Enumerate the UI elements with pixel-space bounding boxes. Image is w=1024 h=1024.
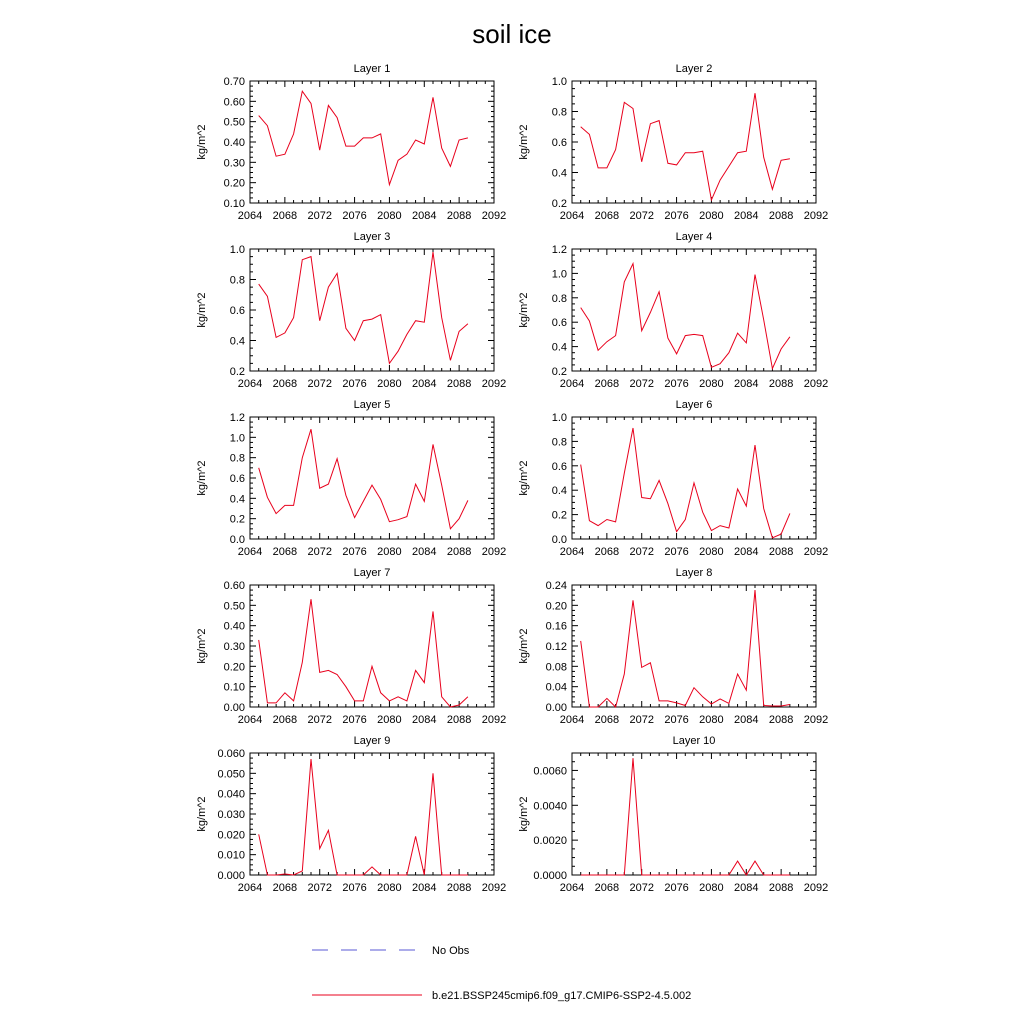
x-tick-label: 2088 xyxy=(446,546,472,558)
x-tick-label: 2076 xyxy=(342,210,367,222)
x-tick-label: 2088 xyxy=(768,882,794,894)
y-axis-label: kg/m^2 xyxy=(196,628,208,664)
x-tick-label: 2092 xyxy=(803,378,829,390)
x-tick-label: 2080 xyxy=(699,378,724,390)
x-tick-label: 2076 xyxy=(342,378,367,390)
x-tick-label: 2072 xyxy=(307,210,332,222)
y-tick-label: 0.8 xyxy=(229,452,245,465)
series-line xyxy=(259,252,468,363)
y-tick-label: 0.60 xyxy=(223,580,245,592)
x-tick-label: 2084 xyxy=(734,714,759,726)
y-axis-label: kg/m^2 xyxy=(196,124,208,160)
plot-frame xyxy=(250,81,494,203)
y-tick-label: 0.0 xyxy=(551,534,567,546)
plot-frame xyxy=(572,417,816,539)
x-tick-label: 2084 xyxy=(734,210,759,222)
x-tick-label: 2084 xyxy=(412,210,437,222)
x-tick-label: 2064 xyxy=(237,714,263,726)
y-tick-label: 0.8 xyxy=(551,436,567,449)
y-tick-label: 1.0 xyxy=(551,76,567,88)
x-tick-label: 2092 xyxy=(803,714,829,726)
x-tick-label: 2068 xyxy=(272,546,298,558)
series-line xyxy=(259,599,468,707)
x-tick-label: 2080 xyxy=(699,882,724,894)
y-tick-label: 0.10 xyxy=(223,681,245,694)
series-line xyxy=(259,759,468,875)
panel-title: Layer 8 xyxy=(675,567,713,579)
y-tick-label: 0.60 xyxy=(223,96,245,109)
x-tick-label: 2080 xyxy=(699,546,724,558)
x-tick-label: 2080 xyxy=(377,378,402,390)
chart-panel-layer-9 xyxy=(196,735,506,894)
x-tick-label: 2092 xyxy=(803,546,829,558)
y-tick-label: 0.040 xyxy=(217,788,245,801)
x-tick-label: 2068 xyxy=(594,210,620,222)
x-tick-label: 2080 xyxy=(377,210,402,222)
x-tick-label: 2072 xyxy=(629,882,654,894)
legend-model-label: b.e21.BSSP245cmip6.f09_g17.CMIP6-SSP2-4.5.002 xyxy=(432,990,692,1002)
y-tick-label: 0.50 xyxy=(223,116,245,129)
plot-frame xyxy=(572,81,816,203)
plot-frame xyxy=(250,249,494,371)
y-tick-label: 0.20 xyxy=(545,600,567,613)
x-tick-label: 2072 xyxy=(629,378,654,390)
plot-frame xyxy=(250,585,494,707)
y-axis-label: kg/m^2 xyxy=(196,292,208,328)
x-tick-label: 2092 xyxy=(481,378,507,390)
x-tick-label: 2064 xyxy=(559,882,585,894)
x-tick-label: 2064 xyxy=(237,546,263,558)
y-tick-label: 0.12 xyxy=(545,641,567,653)
x-tick-label: 2080 xyxy=(699,210,724,222)
panel-title: Layer 5 xyxy=(353,399,391,411)
y-tick-label: 0.0 xyxy=(229,534,245,546)
x-tick-label: 2064 xyxy=(559,378,585,390)
x-tick-label: 2088 xyxy=(768,714,794,726)
y-tick-label: 0.2 xyxy=(229,366,245,378)
x-tick-label: 2088 xyxy=(446,210,472,222)
x-tick-label: 2064 xyxy=(237,882,263,894)
x-tick-label: 2072 xyxy=(629,546,654,558)
y-tick-label: 0.8 xyxy=(551,106,567,119)
y-axis-label: kg/m^2 xyxy=(518,628,530,664)
plot-frame xyxy=(250,753,494,875)
x-tick-label: 2064 xyxy=(559,210,585,222)
y-tick-label: 0.10 xyxy=(223,198,245,210)
x-tick-label: 2072 xyxy=(629,714,654,726)
y-tick-label: 0.2 xyxy=(551,509,567,522)
series-line xyxy=(581,590,790,707)
y-tick-label: 0.40 xyxy=(223,137,245,149)
x-tick-label: 2092 xyxy=(481,882,507,894)
y-tick-label: 0.6 xyxy=(551,137,567,149)
x-tick-label: 2084 xyxy=(734,378,759,390)
x-tick-label: 2084 xyxy=(734,546,759,558)
y-tick-label: 0.00 xyxy=(223,702,245,714)
chart-panel-layer-4 xyxy=(518,231,828,390)
x-tick-label: 2088 xyxy=(446,378,472,390)
y-tick-label: 0.2 xyxy=(551,366,567,378)
chart-panel-layer-1 xyxy=(196,63,506,222)
x-tick-label: 2088 xyxy=(446,714,472,726)
series-line xyxy=(581,428,790,538)
chart-panel-layer-3 xyxy=(196,231,506,390)
y-tick-label: 1.2 xyxy=(551,244,567,256)
y-tick-label: 0.6 xyxy=(229,305,245,317)
x-tick-label: 2076 xyxy=(342,546,367,558)
y-tick-label: 1.2 xyxy=(229,412,245,424)
y-axis-label: kg/m^2 xyxy=(518,796,530,832)
y-tick-label: 0.40 xyxy=(223,620,245,633)
x-tick-label: 2068 xyxy=(272,714,298,726)
y-tick-label: 0.8 xyxy=(229,274,245,287)
y-tick-label: 0.0060 xyxy=(533,765,567,778)
y-tick-label: 1.0 xyxy=(551,268,567,281)
panel-title: Layer 7 xyxy=(353,567,391,579)
y-tick-label: 1.0 xyxy=(229,244,245,256)
y-tick-label: 0.030 xyxy=(217,809,245,821)
chart-panel-layer-8 xyxy=(518,567,828,726)
x-tick-label: 2080 xyxy=(377,714,402,726)
x-tick-label: 2072 xyxy=(307,882,332,894)
x-tick-label: 2080 xyxy=(699,714,724,726)
y-tick-label: 0.30 xyxy=(223,157,245,170)
x-tick-label: 2068 xyxy=(272,378,298,390)
chart-panel-layer-2 xyxy=(518,63,828,222)
x-tick-label: 2068 xyxy=(594,882,620,894)
x-tick-label: 2084 xyxy=(412,882,437,894)
y-tick-label: 0.060 xyxy=(217,748,245,760)
y-axis-label: kg/m^2 xyxy=(518,124,530,160)
y-tick-label: 0.050 xyxy=(217,768,245,781)
x-tick-label: 2080 xyxy=(377,546,402,558)
x-tick-label: 2084 xyxy=(412,714,437,726)
x-tick-label: 2076 xyxy=(664,378,689,390)
legend-obs-label: No Obs xyxy=(432,945,470,957)
y-tick-label: 0.04 xyxy=(545,681,567,694)
y-tick-label: 0.0020 xyxy=(533,835,567,848)
y-tick-label: 0.010 xyxy=(217,849,245,862)
plot-frame xyxy=(572,753,816,875)
x-tick-label: 2076 xyxy=(664,882,689,894)
y-tick-label: 0.20 xyxy=(223,177,245,190)
y-tick-label: 0.50 xyxy=(223,600,245,613)
series-line xyxy=(581,758,790,875)
y-tick-label: 0.2 xyxy=(551,198,567,210)
x-tick-label: 2076 xyxy=(664,714,689,726)
x-tick-label: 2068 xyxy=(594,378,620,390)
panel-title: Layer 10 xyxy=(672,735,716,747)
y-tick-label: 0.6 xyxy=(229,473,245,485)
x-tick-label: 2068 xyxy=(272,210,298,222)
x-tick-label: 2072 xyxy=(307,714,332,726)
x-tick-label: 2084 xyxy=(412,378,437,390)
chart-panels xyxy=(196,63,828,894)
x-tick-label: 2088 xyxy=(768,546,794,558)
panel-title: Layer 9 xyxy=(353,735,391,747)
chart-panel-layer-10 xyxy=(518,735,828,894)
y-tick-label: 1.0 xyxy=(551,412,567,424)
x-tick-label: 2092 xyxy=(803,210,829,222)
figure-title: soil ice xyxy=(472,19,552,49)
y-tick-label: 0.4 xyxy=(229,493,245,506)
x-tick-label: 2080 xyxy=(377,882,402,894)
x-tick-label: 2092 xyxy=(481,546,507,558)
x-tick-label: 2068 xyxy=(594,546,620,558)
y-tick-label: 0.20 xyxy=(223,661,245,674)
y-tick-label: 0.4 xyxy=(229,335,245,348)
x-tick-label: 2088 xyxy=(446,882,472,894)
legend xyxy=(312,945,691,1002)
y-tick-label: 0.6 xyxy=(551,317,567,330)
x-tick-label: 2064 xyxy=(559,714,585,726)
x-tick-label: 2064 xyxy=(237,378,263,390)
x-tick-label: 2088 xyxy=(768,210,794,222)
y-tick-label: 0.4 xyxy=(551,341,567,354)
x-tick-label: 2076 xyxy=(664,210,689,222)
x-tick-label: 2064 xyxy=(559,546,585,558)
y-tick-label: 0.020 xyxy=(217,829,245,842)
chart-panel-layer-5 xyxy=(196,399,506,558)
y-tick-label: 0.2 xyxy=(229,513,245,526)
y-tick-label: 0.4 xyxy=(551,167,567,180)
y-tick-label: 0.08 xyxy=(545,661,567,674)
y-tick-label: 1.0 xyxy=(229,432,245,445)
x-tick-label: 2072 xyxy=(307,546,332,558)
x-tick-label: 2076 xyxy=(664,546,689,558)
y-tick-label: 0.000 xyxy=(217,870,245,882)
y-axis-label: kg/m^2 xyxy=(196,460,208,496)
panel-title: Layer 4 xyxy=(675,231,713,243)
x-tick-label: 2068 xyxy=(272,882,298,894)
x-tick-label: 2072 xyxy=(307,378,332,390)
y-tick-label: 0.0000 xyxy=(533,870,567,882)
panel-title: Layer 1 xyxy=(353,63,391,75)
y-axis-label: kg/m^2 xyxy=(518,460,530,496)
panel-title: Layer 6 xyxy=(675,399,713,411)
series-line xyxy=(581,264,790,369)
x-tick-label: 2064 xyxy=(237,210,263,222)
x-tick-label: 2072 xyxy=(629,210,654,222)
chart-panel-layer-7 xyxy=(196,567,506,726)
y-tick-label: 0.16 xyxy=(545,620,567,633)
y-tick-label: 0.0040 xyxy=(533,800,567,813)
x-tick-label: 2068 xyxy=(594,714,620,726)
y-tick-label: 0.6 xyxy=(551,460,567,473)
series-line xyxy=(259,91,468,185)
series-line xyxy=(581,93,790,200)
y-tick-label: 0.8 xyxy=(551,292,567,305)
x-tick-label: 2076 xyxy=(342,714,367,726)
x-tick-label: 2092 xyxy=(481,210,507,222)
x-tick-label: 2092 xyxy=(481,714,507,726)
y-axis-label: kg/m^2 xyxy=(518,292,530,328)
x-tick-label: 2076 xyxy=(342,882,367,894)
y-axis-label: kg/m^2 xyxy=(196,796,208,832)
x-tick-label: 2088 xyxy=(768,378,794,390)
y-tick-label: 0.00 xyxy=(545,702,567,714)
x-tick-label: 2084 xyxy=(412,546,437,558)
series-line xyxy=(259,429,468,529)
y-tick-label: 0.30 xyxy=(223,641,245,653)
y-tick-label: 0.24 xyxy=(545,580,567,592)
chart-panel-layer-6 xyxy=(518,399,828,558)
panel-title: Layer 3 xyxy=(353,231,391,243)
x-tick-label: 2092 xyxy=(803,882,829,894)
x-tick-label: 2084 xyxy=(734,882,759,894)
y-tick-label: 0.4 xyxy=(551,485,567,498)
panel-title: Layer 2 xyxy=(675,63,713,75)
y-tick-label: 0.70 xyxy=(223,76,245,88)
